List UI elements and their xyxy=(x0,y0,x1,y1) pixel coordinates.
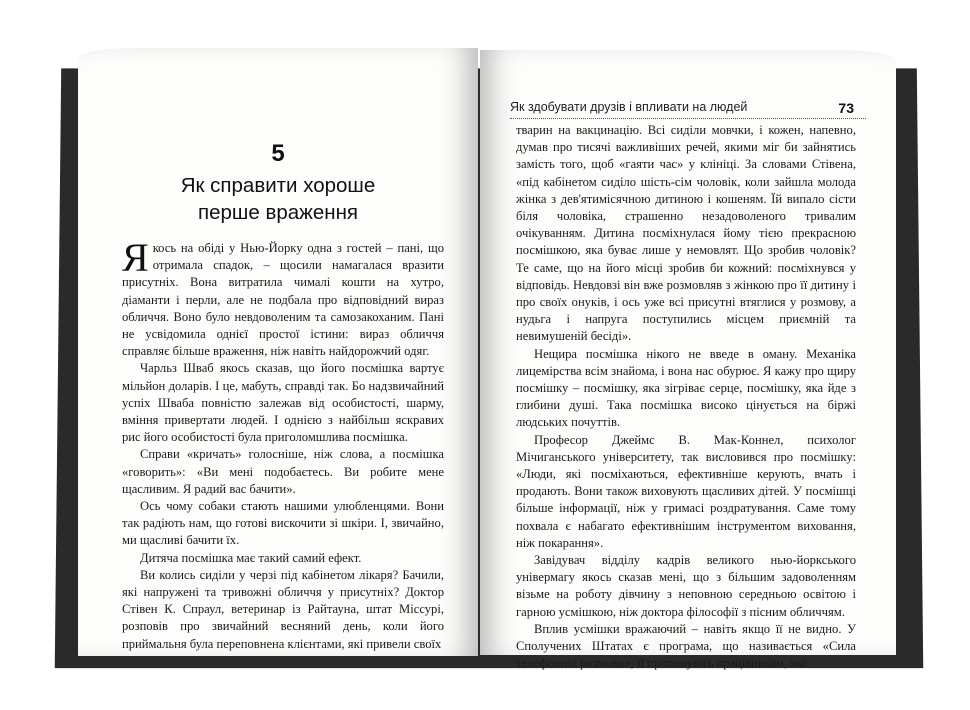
paragraph-text: кось на обіді у Нью-Йорку одна з гостей – пані, що отримала спадок, – щосили намагалася вразити присутніх. Вона витратила чималі кошти на хутро, діаманти і перли, але не подбала про відповідний вираз обличчя. Воно було невдоволеним та самозакоханим. Пані не усвідомила однієї простої істини: вираз обличчя справляє більше враження, ніж навіть найдорожчий одяг. xyxy=(122,241,444,359)
paragraph: Дитяча посмішка має такий самий ефект. xyxy=(140,550,362,565)
right-page xyxy=(480,50,896,671)
chapter-title xyxy=(78,172,478,226)
left-page-body xyxy=(122,235,444,653)
paragraph: Ви колись сиділи у черзі під кабінетом лікаря? Бачили, які напружені та тривожні обличчя у присутніх? Доктор Стівен К. Спраул, ветеринар із Райтауна, штат Міссурі, розповів про звичайний весняний день, коли його приймальня була переповнена клієнтами, які привели своїх xyxy=(122,567,444,651)
chapter-title-line-2: перше враження xyxy=(198,201,358,224)
paragraph: Професор Джеймс В. Мак-Коннел, психолог Мічиганського університету, так висловився про посмішку: «Люди, які посміхаються, ефективніше керують, вчать і продають. Вони також виховують щасливих дітей. У посмішці більше інформації, ніж у гримасі роздратування. Саме тому похвала є набагато ефективнішим інструментом виховання, ніж покарання». xyxy=(516,432,856,550)
paragraph: тварин на вакцинацію. Всі сиділи мовчки, і кожен, напевно, думав про тисячі важливіших речей, якими міг би зайнятись замість того, щоб «гаяти час» у клініці. За словами Стівена, «під кабінетом сиділо шість-сім чоловік, коли зайшла молода жінка з дев'ятимісячною дитиною і кошеням. Їй випало сісти біля чоловіка, страшенно незадоволеного тривалим очікуванням. Дитина посміхнулася йому тією прекрасною посмішкою, яка буває лише у немовлят. Що зробив чоловік? Те саме, що на його місці зробив би кожний: посміхнувся у відповідь. Невдовзі він вже розмовляв з жінкою про її дитину і про своїх онуків, і ось уже всі присутні втяглися у розмову, а нудьга і напруга поступились місцем приємній та невимушеній бесіді». xyxy=(516,123,856,344)
paragraph: Завідувач відділу кадрів великого нью-йоркського універмагу якось сказав мені, що з більшим задоволенням візьме на роботу дівчину з неповною середньою освітою і гарною усмішкою, ніж доктора філософії з пісним обличчям. xyxy=(516,553,856,619)
paragraph: Вплив усмішки вражаючий – навіть якщо її не видно. У Сполучених Штатах є програма, що називається «Сила телефонної розмови»; її пропонують працівникам, які xyxy=(516,621,856,671)
page-number: 73 xyxy=(838,100,854,116)
paragraph: Чарльз Шваб якось сказав, що його посмішка вартує мільйон доларів. І це, мабуть, справді так. Бо надзвичайний успіх Шваба повністю залежав від особистості, шарму, вміння привертати людей. І однією з найбільш яскравих рис його особистості була приголомшлива посмішка. xyxy=(122,361,444,445)
chapter-number: 5 xyxy=(271,140,285,167)
right-page-body xyxy=(516,122,856,673)
drop-cap: Я xyxy=(122,235,149,280)
chapter-title-line-1: Як справити хороше xyxy=(180,174,376,197)
paragraph: Нещира посмішка нікого не введе в оману. Механіка лицемірства всім знайома, і вона нас обурює. Я кажу про щиру посмішку – посмішку, яка зігріває серце, посмішку, яка йде з глибини душі. Така посмішка високо цінується на біржі людських почуттів. xyxy=(516,346,856,430)
paragraph: Справи «кричать» голосніше, ніж слова, а посмішка «говорить»: «Ви мені подобаєтесь. Ви робите мене щасливим. Я радий вас бачити». xyxy=(122,447,444,496)
paragraph xyxy=(122,235,444,360)
paragraph: Ось чому собаки стають нашими улюбленцями. Вони так радіють нам, що готові вискочити зі шкіри. І, звичайно, ми щасливі бачити їх. xyxy=(122,499,444,548)
running-head: Як здобувати друзів і впливати на людей xyxy=(510,100,748,114)
header-divider xyxy=(510,118,866,119)
left-page xyxy=(78,48,478,656)
